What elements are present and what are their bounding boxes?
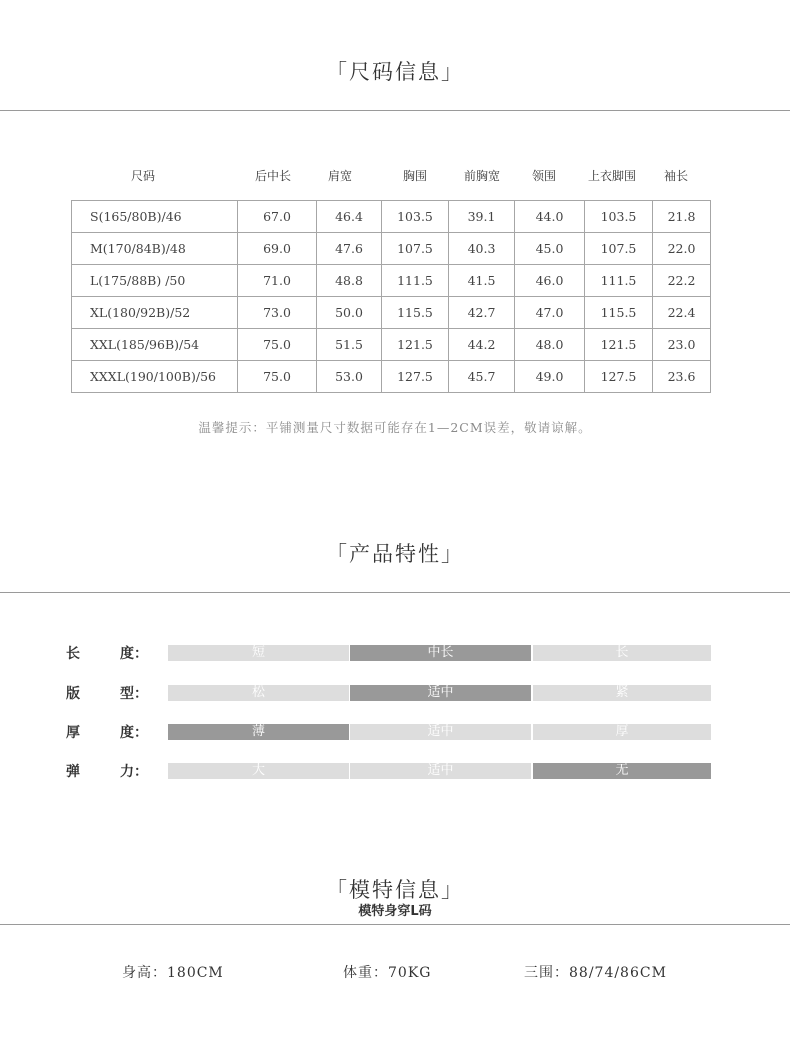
measurement-cell: 47.0 bbox=[515, 297, 585, 329]
header-chest: 胸围 bbox=[402, 169, 427, 183]
header-hem: 上衣脚围 bbox=[587, 169, 636, 183]
feature-label-name: 厚 bbox=[66, 725, 80, 741]
size-cell: S(165/80B)/46 bbox=[72, 201, 238, 233]
feature-option: 厚 bbox=[533, 724, 711, 740]
size-section-title: 「尺码信息」 bbox=[326, 60, 464, 84]
feature-label-name: 长 bbox=[66, 646, 80, 662]
measurement-cell: 51.5 bbox=[317, 329, 382, 361]
measurement-cell: 67.0 bbox=[238, 201, 317, 233]
measurement-cell: 111.5 bbox=[585, 265, 653, 297]
feature-option: 适中 bbox=[350, 763, 531, 779]
measurement-cell: 41.5 bbox=[449, 265, 515, 297]
feature-option-selected: 中长 bbox=[350, 645, 531, 661]
model-weight: 体重：70KG bbox=[343, 965, 432, 981]
measurement-cell: 46.0 bbox=[515, 265, 585, 297]
size-cell: M(170/84B)/48 bbox=[72, 233, 238, 265]
table-row bbox=[72, 361, 711, 393]
table-row bbox=[72, 329, 711, 361]
measurement-cell: 40.3 bbox=[449, 233, 515, 265]
feature-option-selected: 薄 bbox=[168, 724, 349, 740]
measurement-cell: 22.0 bbox=[653, 233, 711, 265]
table-row bbox=[72, 201, 711, 233]
model-section-title: 「模特信息」 bbox=[326, 878, 464, 902]
size-table bbox=[71, 200, 711, 393]
measurement-cell: 71.0 bbox=[238, 265, 317, 297]
feature-label-suffix: 型： bbox=[120, 686, 148, 702]
model-height: 身高：180CM bbox=[122, 965, 224, 981]
measurement-cell: 73.0 bbox=[238, 297, 317, 329]
feature-label-suffix: 度： bbox=[120, 725, 148, 741]
model-measurements: 三围：88/74/86CM bbox=[524, 965, 667, 981]
measurement-cell: 22.2 bbox=[653, 265, 711, 297]
feature-option: 紧 bbox=[533, 685, 711, 701]
measurement-cell: 75.0 bbox=[238, 329, 317, 361]
measurement-cell: 23.0 bbox=[653, 329, 711, 361]
header-neck: 领围 bbox=[531, 169, 556, 183]
feature-option-selected: 无 bbox=[533, 763, 711, 779]
table-row bbox=[72, 233, 711, 265]
measurement-cell: 50.0 bbox=[317, 297, 382, 329]
size-cell: L(175/88B) /50 bbox=[72, 265, 238, 297]
feature-option: 松 bbox=[168, 685, 349, 701]
measurement-cell: 107.5 bbox=[585, 233, 653, 265]
measurement-cell: 48.0 bbox=[515, 329, 585, 361]
measurement-cell: 45.0 bbox=[515, 233, 585, 265]
measurement-cell: 53.0 bbox=[317, 361, 382, 393]
measurement-cell: 21.8 bbox=[653, 201, 711, 233]
feature-option: 短 bbox=[168, 645, 349, 661]
measurement-cell: 121.5 bbox=[585, 329, 653, 361]
measurement-cell: 49.0 bbox=[515, 361, 585, 393]
feature-label-suffix: 力： bbox=[120, 764, 148, 780]
size-cell: XXXL(190/100B)/56 bbox=[72, 361, 238, 393]
measurement-cell: 127.5 bbox=[585, 361, 653, 393]
feature-option: 大 bbox=[168, 763, 349, 779]
feature-label-suffix: 度： bbox=[120, 646, 148, 662]
feature-option-selected: 适中 bbox=[350, 685, 531, 701]
header-sleeve: 袖长 bbox=[663, 169, 688, 183]
measurement-cell: 103.5 bbox=[585, 201, 653, 233]
size-cell: XXL(185/96B)/54 bbox=[72, 329, 238, 361]
size-cell: XL(180/92B)/52 bbox=[72, 297, 238, 329]
divider bbox=[0, 592, 790, 593]
header-shoulder: 肩宽 bbox=[327, 169, 352, 183]
measurement-cell: 45.7 bbox=[449, 361, 515, 393]
header-back-length: 后中长 bbox=[254, 169, 291, 183]
measurement-cell: 107.5 bbox=[382, 233, 449, 265]
size-tip: 温馨提示：平铺测量尺寸数据可能存在1—2CM误差，敬请谅解。 bbox=[198, 420, 592, 435]
measurement-cell: 121.5 bbox=[382, 329, 449, 361]
feature-section-title: 「产品特性」 bbox=[326, 542, 464, 566]
measurement-cell: 39.1 bbox=[449, 201, 515, 233]
measurement-cell: 46.4 bbox=[317, 201, 382, 233]
header-size: 尺码 bbox=[130, 169, 155, 183]
measurement-cell: 44.2 bbox=[449, 329, 515, 361]
measurement-cell: 111.5 bbox=[382, 265, 449, 297]
measurement-cell: 22.4 bbox=[653, 297, 711, 329]
measurement-cell: 115.5 bbox=[382, 297, 449, 329]
feature-option: 适中 bbox=[350, 724, 531, 740]
measurement-cell: 69.0 bbox=[238, 233, 317, 265]
measurement-cell: 47.6 bbox=[317, 233, 382, 265]
measurement-cell: 42.7 bbox=[449, 297, 515, 329]
feature-option: 长 bbox=[533, 645, 711, 661]
measurement-cell: 103.5 bbox=[382, 201, 449, 233]
measurement-cell: 48.8 bbox=[317, 265, 382, 297]
measurement-cell: 44.0 bbox=[515, 201, 585, 233]
measurement-cell: 127.5 bbox=[382, 361, 449, 393]
table-row bbox=[72, 297, 711, 329]
model-subtitle: 模特身穿L码 bbox=[358, 904, 432, 919]
divider bbox=[0, 924, 790, 925]
feature-label-name: 弹 bbox=[66, 764, 80, 780]
feature-label-name: 版 bbox=[66, 686, 80, 702]
divider bbox=[0, 110, 790, 111]
measurement-cell: 23.6 bbox=[653, 361, 711, 393]
table-row bbox=[72, 265, 711, 297]
measurement-cell: 115.5 bbox=[585, 297, 653, 329]
header-front-chest: 前胸宽 bbox=[463, 169, 500, 183]
measurement-cell: 75.0 bbox=[238, 361, 317, 393]
